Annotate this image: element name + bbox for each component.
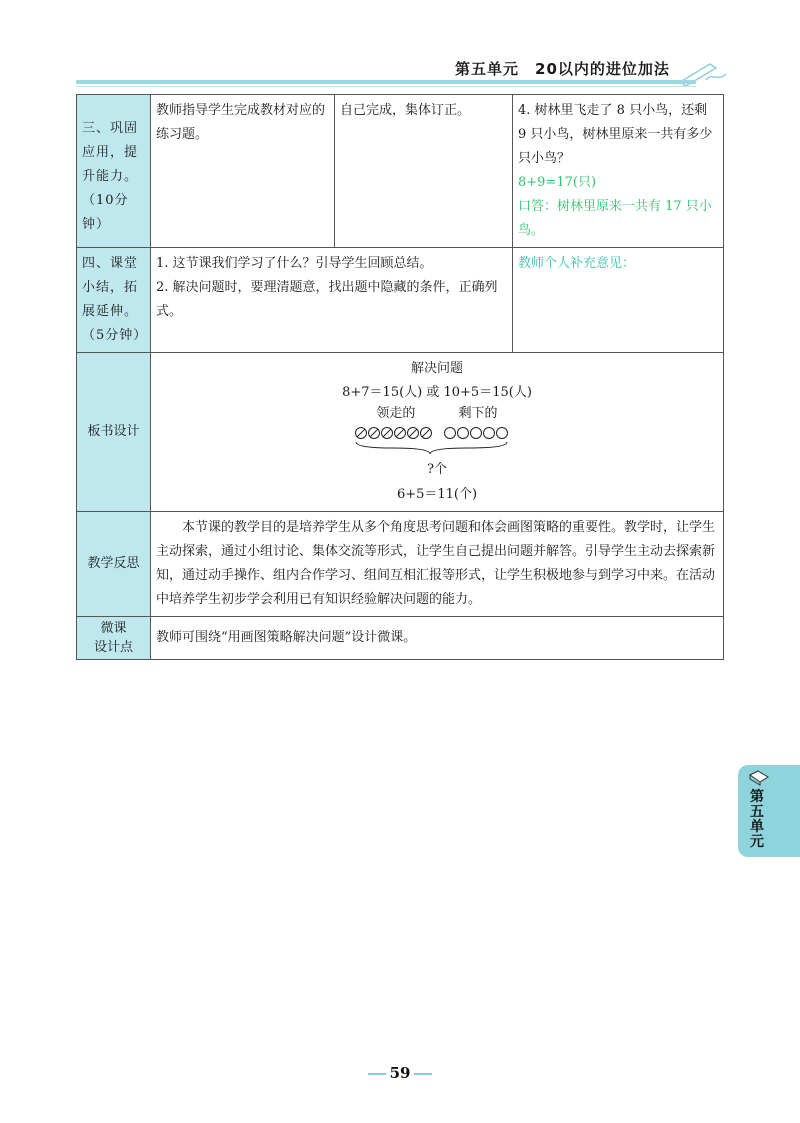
side-tab-label: 第五单元 xyxy=(750,789,764,850)
stage-line: （10分钟） xyxy=(82,193,129,232)
summary-content xyxy=(151,248,513,353)
page-number-dash xyxy=(414,1073,432,1075)
summary-point: 1. 这节课我们学习了什么？引导学生回顾总结。 xyxy=(156,256,433,271)
table-row-micro xyxy=(77,617,724,660)
micro-label-line: 微课 xyxy=(100,621,127,636)
board-design xyxy=(151,353,724,512)
stage-line: 四、课堂 xyxy=(82,256,139,271)
stage-cell xyxy=(77,248,151,353)
student-activity: 自己完成，集体订正。 xyxy=(335,95,513,248)
page-number-dash xyxy=(368,1073,386,1075)
stage-line: 三、巩固 xyxy=(82,121,139,136)
circle-diagram xyxy=(352,423,522,463)
teacher-note: 教师个人补充意见： xyxy=(513,248,724,353)
summary-point: 2. 解决问题时，要理清题意，找出题中隐藏的条件，正确列式。 xyxy=(156,280,498,319)
board-title: 解决问题 xyxy=(410,361,463,376)
reflection-paragraph: 本节课的教学目的是培养学生从多个角度思考问题和体会画图策略的重要性。教学时，让学生主动探索，通过小组讨论、集体交流等形式，让学生自己提出问题并解答。引导学生主动去探索新知，通过动手操作、组内合作学习、组间互相汇报等形式，让学生积极地参与到学习中来。在活动中培养学生初步学会利用已有知识经验解决问题的能力。 xyxy=(156,520,716,607)
lesson-plan-table xyxy=(76,94,724,660)
stage-line: 展延伸。 xyxy=(82,304,139,319)
answer-text: 口答：树林里原来一共有 17 只小鸟。 xyxy=(518,199,712,238)
stage-line: 小结，拓 xyxy=(82,280,139,295)
board-label: 板书设计 xyxy=(77,353,151,512)
right-label: 剩下的 xyxy=(458,406,498,421)
micro-label xyxy=(77,617,151,660)
header-rule-thin xyxy=(76,86,696,87)
page-header-title: 第五单元 20以内的进位加法 xyxy=(455,60,670,78)
table-row-reflection xyxy=(77,512,724,617)
micro-text: 教师可围绕“用画图策略解决问题”设计微课。 xyxy=(151,617,724,660)
table-row-board xyxy=(77,353,724,512)
reflection-label: 教学反思 xyxy=(77,512,151,617)
table-row-consolidate xyxy=(77,95,724,248)
stage-line: 升能力。 xyxy=(82,169,139,184)
table-row-summary xyxy=(77,248,724,353)
board-equation-1: 8+7＝15(人) 或 10+5＝15(人) xyxy=(342,385,532,400)
stage-line: 应用，提 xyxy=(82,145,139,160)
left-label: 领走的 xyxy=(376,406,416,421)
page-number xyxy=(360,1064,440,1082)
exercise-question: 4. 树林里飞走了 8 只小鸟，还剩 9 只小鸟，树林里原来一共有多少只小鸟？ xyxy=(518,103,713,166)
stage-cell xyxy=(77,95,151,248)
reflection-text xyxy=(151,512,724,617)
board-equation-2: 6+5＝11(个) xyxy=(396,487,478,502)
question-label: ?个 xyxy=(427,462,447,477)
header-rule xyxy=(76,80,696,84)
book-icon xyxy=(748,769,770,787)
answer-calc: 8+9=17(只) xyxy=(518,175,597,190)
page-number-value: 59 xyxy=(389,1064,411,1082)
stage-line: （5分钟） xyxy=(82,328,148,343)
exercise-note xyxy=(513,95,724,248)
micro-label-line: 设计点 xyxy=(93,640,133,655)
teacher-activity: 教师指导学生完成教材对应的练习题。 xyxy=(151,95,335,248)
